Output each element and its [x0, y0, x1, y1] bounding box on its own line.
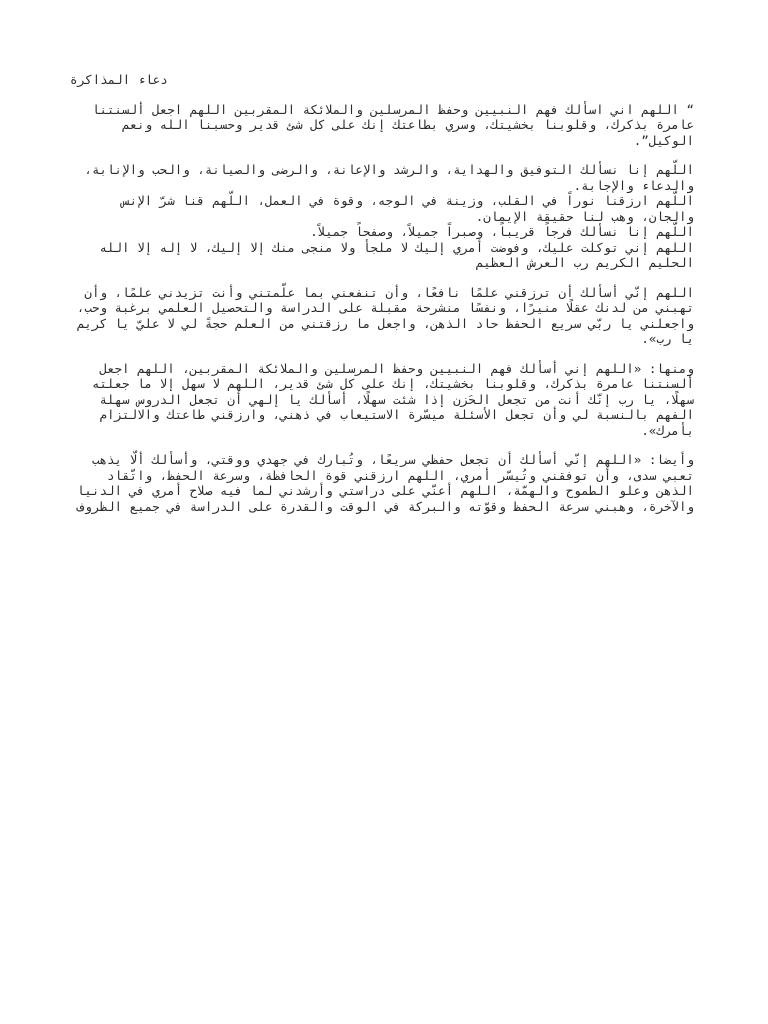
paragraph-trust-prayer: اللهم إني توكلت عليك، وفوضت أمري إليك لا ملجأ ولا منجى منك إلا إليك، لا إله إلا الله الحليم الكريم رب العرش العظيم: [99, 239, 694, 270]
paragraph-opening-prayer: “ اللهم اني اسألك فهم النبيين وحفظ المرسلين والملائكة المقربين اللهم اجعل ألسنتنا عامرة بذكرك، وقلوبنا بخشيتك، وسري بطاعتك إنك على كل شئ قدير وحسبنا الله ونعم الوكيل”.: [91, 101, 694, 148]
paragraph-knowledge-prayer: اللهم إنّي أسألك أن ترزقني علمًا نافعًا، وأن تنفعني بما علّمتني وأنت تزيدني علمًا، وأن تهبني من لدنك عقلًا منيرًا، ونفسًا منشرحة مقبلة على الدراسة والتحصيل العلمي برغبة وحب، واجعلني يا ربّي سريع الحفظ حاد الذهن، واجعل ما رزقتني من العلم حجةً لي لا عليّ يا كريم يا رب».: [76, 284, 694, 346]
document-title: دعاء المذاكرة: [70, 72, 168, 87]
document-body: [70, 72, 694, 528]
paragraph-light-prayer: اللّهم ارزقنا نوراً في القلب، وزينة في الوجه، وقوة في العمل، اللّهم قنا شرّ الإنس والجان، وهب لنا حقيقة الإيمان.: [122, 193, 694, 224]
paragraph-understanding-prayer: ومنها: «اللهم إني أسألك فهم النبيين وحفظ المرسلين والملائكة المقربين، اللهم اجعل ألسنتنا عامرة بذكرك، وقلوبنا بخشيتك، إنك على كل شئ قدير، اللهم لا سهل إلا ما جعلته سهلًا، يا رب إنّك أنت من تجعل الحَزن إذا شئت سهلًا، أسألك يا إلهي أن تجعل الدروس سهلة الفهم بالنسبة لي وأن تجعل الأسئلة ميسّرة الاستيعاب في ذهني، وارزقني طاعتك والالتزام بأمرك».: [91, 360, 694, 438]
paragraph-memorization-prayer: وأيضا: «اللهم إنّي أسألك أن تجعل حفظي سريعًا، وتُبارك في جهدي ووقتي، وأسألك ألّا يذهب تعبي سدى، وأن توفقني وتُيسّر أمري، اللهم ارزقني قوة الحافظة، وسرعة الحفظ، واتّقاد الذهن وعلو الطموح والهمّة، اللهم أعنّي على دراستي وأرشدني لما فيه صلاح أمري في الدنيا والآخرة، وهبني سرعة الحفظ وقوّته والبركة في الوقت والقدرة على الدراسة في جميع الظروف: [76, 452, 694, 514]
paragraph-guidance-prayer: اللّهم إنا نسألك التوفيق والهداية، والرشد والإعانة، والرضى والصيانة، والحب والإنابة، والدعاء والإجابة.: [84, 162, 694, 193]
paragraph-relief-prayer: اللّهم إنا نسألك فرجاً قريباً، وصبراً جميلاً، وصفحاً جميلاً.: [310, 224, 694, 239]
